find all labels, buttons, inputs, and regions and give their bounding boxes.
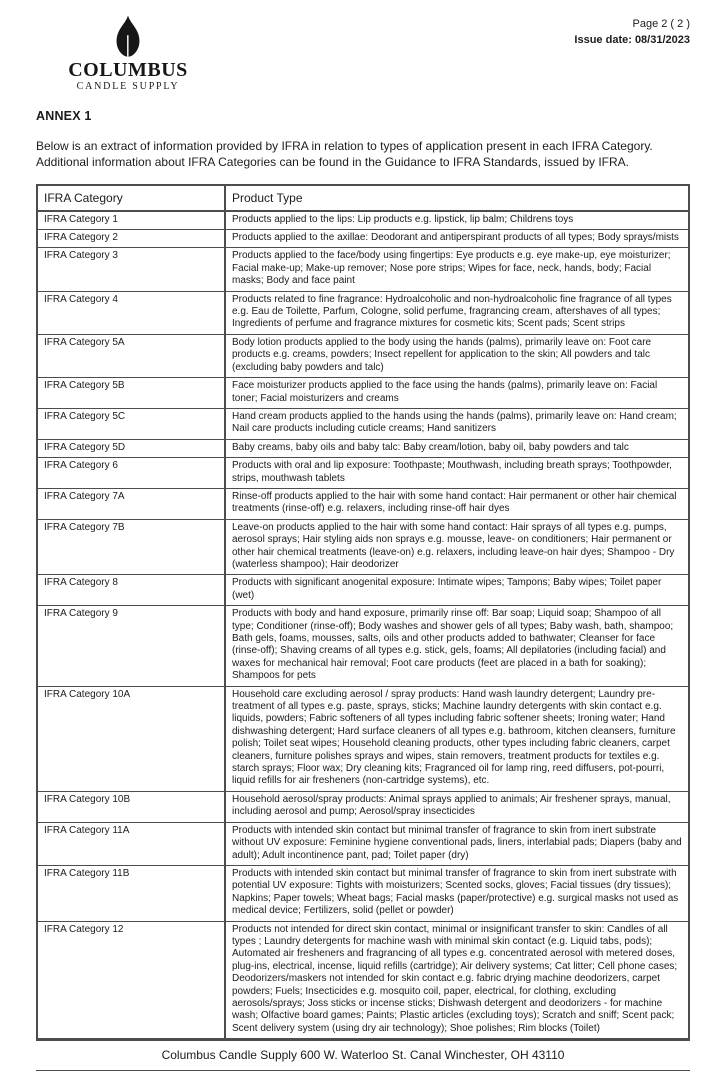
table-row — [37, 686, 689, 791]
ifra-category-cell: IFRA Category 5A — [37, 334, 225, 377]
product-type-cell: Products applied to the face/body using fingertips: Eye products e.g. eye make-up, eye moisturizer; Facial make-up; Make-up remover; Nose pore strips; Wipes for face, neck, hands, body; Facial masks; Body and face paint — [225, 248, 689, 291]
ifra-category-cell: IFRA Category 8 — [37, 575, 225, 606]
product-type-cell: Baby creams, baby oils and baby talc: Baby cream/lotion, baby oil, baby powders and talc — [225, 439, 689, 457]
table-row — [37, 519, 689, 575]
ifra-category-cell: IFRA Category 11A — [37, 822, 225, 865]
table-row — [37, 248, 689, 291]
product-type-cell: Body lotion products applied to the body using the hands (palms), primarily leave on: Foot care products e.g. creams, powders; Insect repellent for application to the skin; All powders and talc (excluding baby powders and talc) — [225, 334, 689, 377]
ifra-category-cell: IFRA Category 5D — [37, 439, 225, 457]
table-row — [37, 291, 689, 334]
company-logo — [52, 13, 204, 92]
ifra-category-cell: IFRA Category 1 — [37, 211, 225, 230]
product-type-cell: Leave-on products applied to the hair with some hand contact: Hair sprays of all types e.g. pumps, aerosol sprays; Hair styling aids non sprays e.g. mousse, leave- on conditioners; Hair permanent or other hair chemical treatments (leave-on) e.g. relaxers, including leave-on hair dyes; Shampoo - Dry (waterless shampoo); Hair deodorizer — [225, 519, 689, 575]
product-type-cell: Household aerosol/spray products: Animal sprays applied to animals; Air freshener sprays, manual, including aerosol and pump; Aerosol/spray insecticides — [225, 791, 689, 822]
table-row — [37, 458, 689, 489]
ifra-category-cell: IFRA Category 6 — [37, 458, 225, 489]
table-row — [37, 439, 689, 457]
flame-icon — [110, 15, 146, 59]
product-type-cell: Rinse-off products applied to the hair with some hand contact: Hair permanent or other hair chemical treatments (rinse-off) e.g. relaxers, including rinse-off hair dyes — [225, 488, 689, 519]
page-header — [36, 13, 690, 92]
product-type-cell: Household care excluding aerosol / spray products: Hand wash laundry detergent; Laundry pre-treatment of all types e.g. paste, sprays, sticks; Machine laundry detergents with skin contact e.g. liquids, powders; Fabric softeners of all types including fabric softener sheets; Ironing water; Hand dishwashing detergent; Hard surface cleaners of all types e.g. bathroom, kitchen cleansers, furniture polish; Toilet seat wipes; Household cleaning products, other types including fabric cleaners, carpet cleaners, furniture polishes sprays and wipes, stain removers, treatment products for textiles e.g. starch sprays; Floor wax; Dry cleaning kits; Fragranced oil for lamp ring, reed diffusers, pot-pourri, liquid refills for air fresheners (non-cartridge systems), etc. — [225, 686, 689, 791]
table-row — [37, 408, 689, 439]
product-type-cell: Products with intended skin contact but minimal transfer of fragrance to skin from inert substrate with potential UV exposure: Tights with moisturizers; Scented socks, gloves; Facial tissues (dry tissues); Napkins; Paper towels; Wheat bags; Facial masks (paper/protective) e.g. surgical masks not used as medical device; Fertilizers, solid (pellet or powder) — [225, 865, 689, 921]
product-type-cell: Products with body and hand exposure, primarily rinse off: Bar soap; Liquid soap; Shampoo of all type; Conditioner (rinse-off); Body washes and shower gels of all types; Baby wash, bath, shampoo; Bath gels, foams, mousses, salts, oils and other products added to bathwater; Cleanser for face (rinse-off); Shaving creams of all types e.g. stick, gels, foams; All depilatories (including facial) and waxes for mechanical hair removal; Foot care products (feet are placed in a bath for soaking); Shampoos for pets — [225, 606, 689, 686]
ifra-category-cell: IFRA Category 10B — [37, 791, 225, 822]
issue-date: Issue date: 08/31/2023 — [574, 34, 690, 46]
product-type-cell: Face moisturizer products applied to the face using the hands (palms), primarily leave on: Facial toner; Facial moisturizers and creams — [225, 378, 689, 409]
ifra-category-cell: IFRA Category 5C — [37, 408, 225, 439]
table-row — [37, 921, 689, 1039]
product-type-cell: Products applied to the lips: Lip products e.g. lipstick, lip balm; Childrens toys — [225, 211, 689, 230]
ifra-category-cell: IFRA Category 3 — [37, 248, 225, 291]
ifra-category-cell: IFRA Category 12 — [37, 921, 225, 1039]
ifra-category-cell: IFRA Category 4 — [37, 291, 225, 334]
ifra-category-cell: IFRA Category 5B — [37, 378, 225, 409]
product-type-cell: Products with oral and lip exposure: Toothpaste; Mouthwash, including breath sprays; Toothpowder, strips, mouthwash tablets — [225, 458, 689, 489]
ifra-category-cell: IFRA Category 2 — [37, 230, 225, 248]
product-type-cell: Products with significant anogenital exposure: Intimate wipes; Tampons; Baby wipes; Toilet paper (wet) — [225, 575, 689, 606]
table-row — [37, 488, 689, 519]
product-type-cell: Products with intended skin contact but minimal transfer of fragrance to skin from inert substrate without UV exposure: Feminine hygiene conventional pads, liners, interlabial pads; Diapers (baby and adult); Adult incontinence pant, pad; Toilet paper (dry) — [225, 822, 689, 865]
col-header-product-type: Product Type — [225, 185, 689, 211]
intro-paragraph: Below is an extract of information provided by IFRA in relation to types of application present in each IFRA Category. Additional information about IFRA Categories can be found in the Guidance to IFRA Standards, issued by IFRA. — [36, 139, 653, 170]
product-type-cell: Products related to fine fragrance: Hydroalcoholic and non-hydroalcoholic fine fragrance of all types e.g. Eau de Toilette, Parfum, Cologne, solid perfume, fragrancing cream, aftershaves of all types; Ingredients of perfume and fragrance mixtures for cosmetic kits; Scent pads; Scent strips — [225, 291, 689, 334]
page-number: Page 2 ( 2 ) — [632, 18, 690, 30]
table-row — [37, 606, 689, 686]
table-row — [37, 211, 689, 230]
col-header-ifra-category: IFRA Category — [37, 185, 225, 211]
ifra-category-table — [36, 184, 690, 1041]
footer-address: Columbus Candle Supply 600 W. Waterloo St. Canal Winchester, OH 43110 — [161, 1048, 565, 1063]
annex-title: ANNEX 1 — [36, 109, 92, 123]
table-header-row — [37, 185, 689, 211]
table-row — [37, 822, 689, 865]
page-info — [574, 13, 690, 48]
ifra-category-cell: IFRA Category 11B — [37, 865, 225, 921]
table-row — [37, 378, 689, 409]
product-type-cell: Hand cream products applied to the hands using the hands (palms), primarily leave on: Hand cream; Nail care products including cuticle creams; Hand sanitizers — [225, 408, 689, 439]
table-row — [37, 865, 689, 921]
logo-subtitle: CANDLE SUPPLY — [76, 81, 180, 92]
table-row — [37, 334, 689, 377]
ifra-category-cell: IFRA Category 7B — [37, 519, 225, 575]
product-type-cell: Products not intended for direct skin contact, minimal or insignificant transfer to skin: Candles of all types ; Laundry detergents for machine wash with minimal skin contact (e.g. Liquid tabs, pods); Automated air fresheners and fragrancing of all types e.g. concentrated aerosol with metered doses, plug-ins, electrical, incense, liquid refills (cartridge); Air delivery systems; Cat litter; Cell phone cases; Deodorizers/maskers not intended for skin contact e.g. fabric drying machine deodorizers, carpet powders; Fuels; Insecticides e.g. mosquito coil, paper, electrical, for clothing, excluding aerosols/sprays; Joss sticks or incense sticks; Dishwash detergent and deodorizers - for machine wash; Olfactive board games; Paints; Plastic articles (excluding toys); Scratch and sniff; Scent pack; Scent delivery system (using dry air technology); Shoe polishes; Rim blocks (Toilet) — [225, 921, 689, 1039]
ifra-category-cell: IFRA Category 9 — [37, 606, 225, 686]
table-row — [37, 230, 689, 248]
logo-name: COLUMBUS — [68, 59, 188, 81]
product-type-cell: Products applied to the axillae: Deodorant and antiperspirant products of all types; Body sprays/mists — [225, 230, 689, 248]
table-row — [37, 575, 689, 606]
page-footer — [36, 1040, 690, 1071]
ifra-category-cell: IFRA Category 7A — [37, 488, 225, 519]
ifra-table-body — [37, 211, 689, 1040]
table-row — [37, 791, 689, 822]
ifra-category-cell: IFRA Category 10A — [37, 686, 225, 791]
